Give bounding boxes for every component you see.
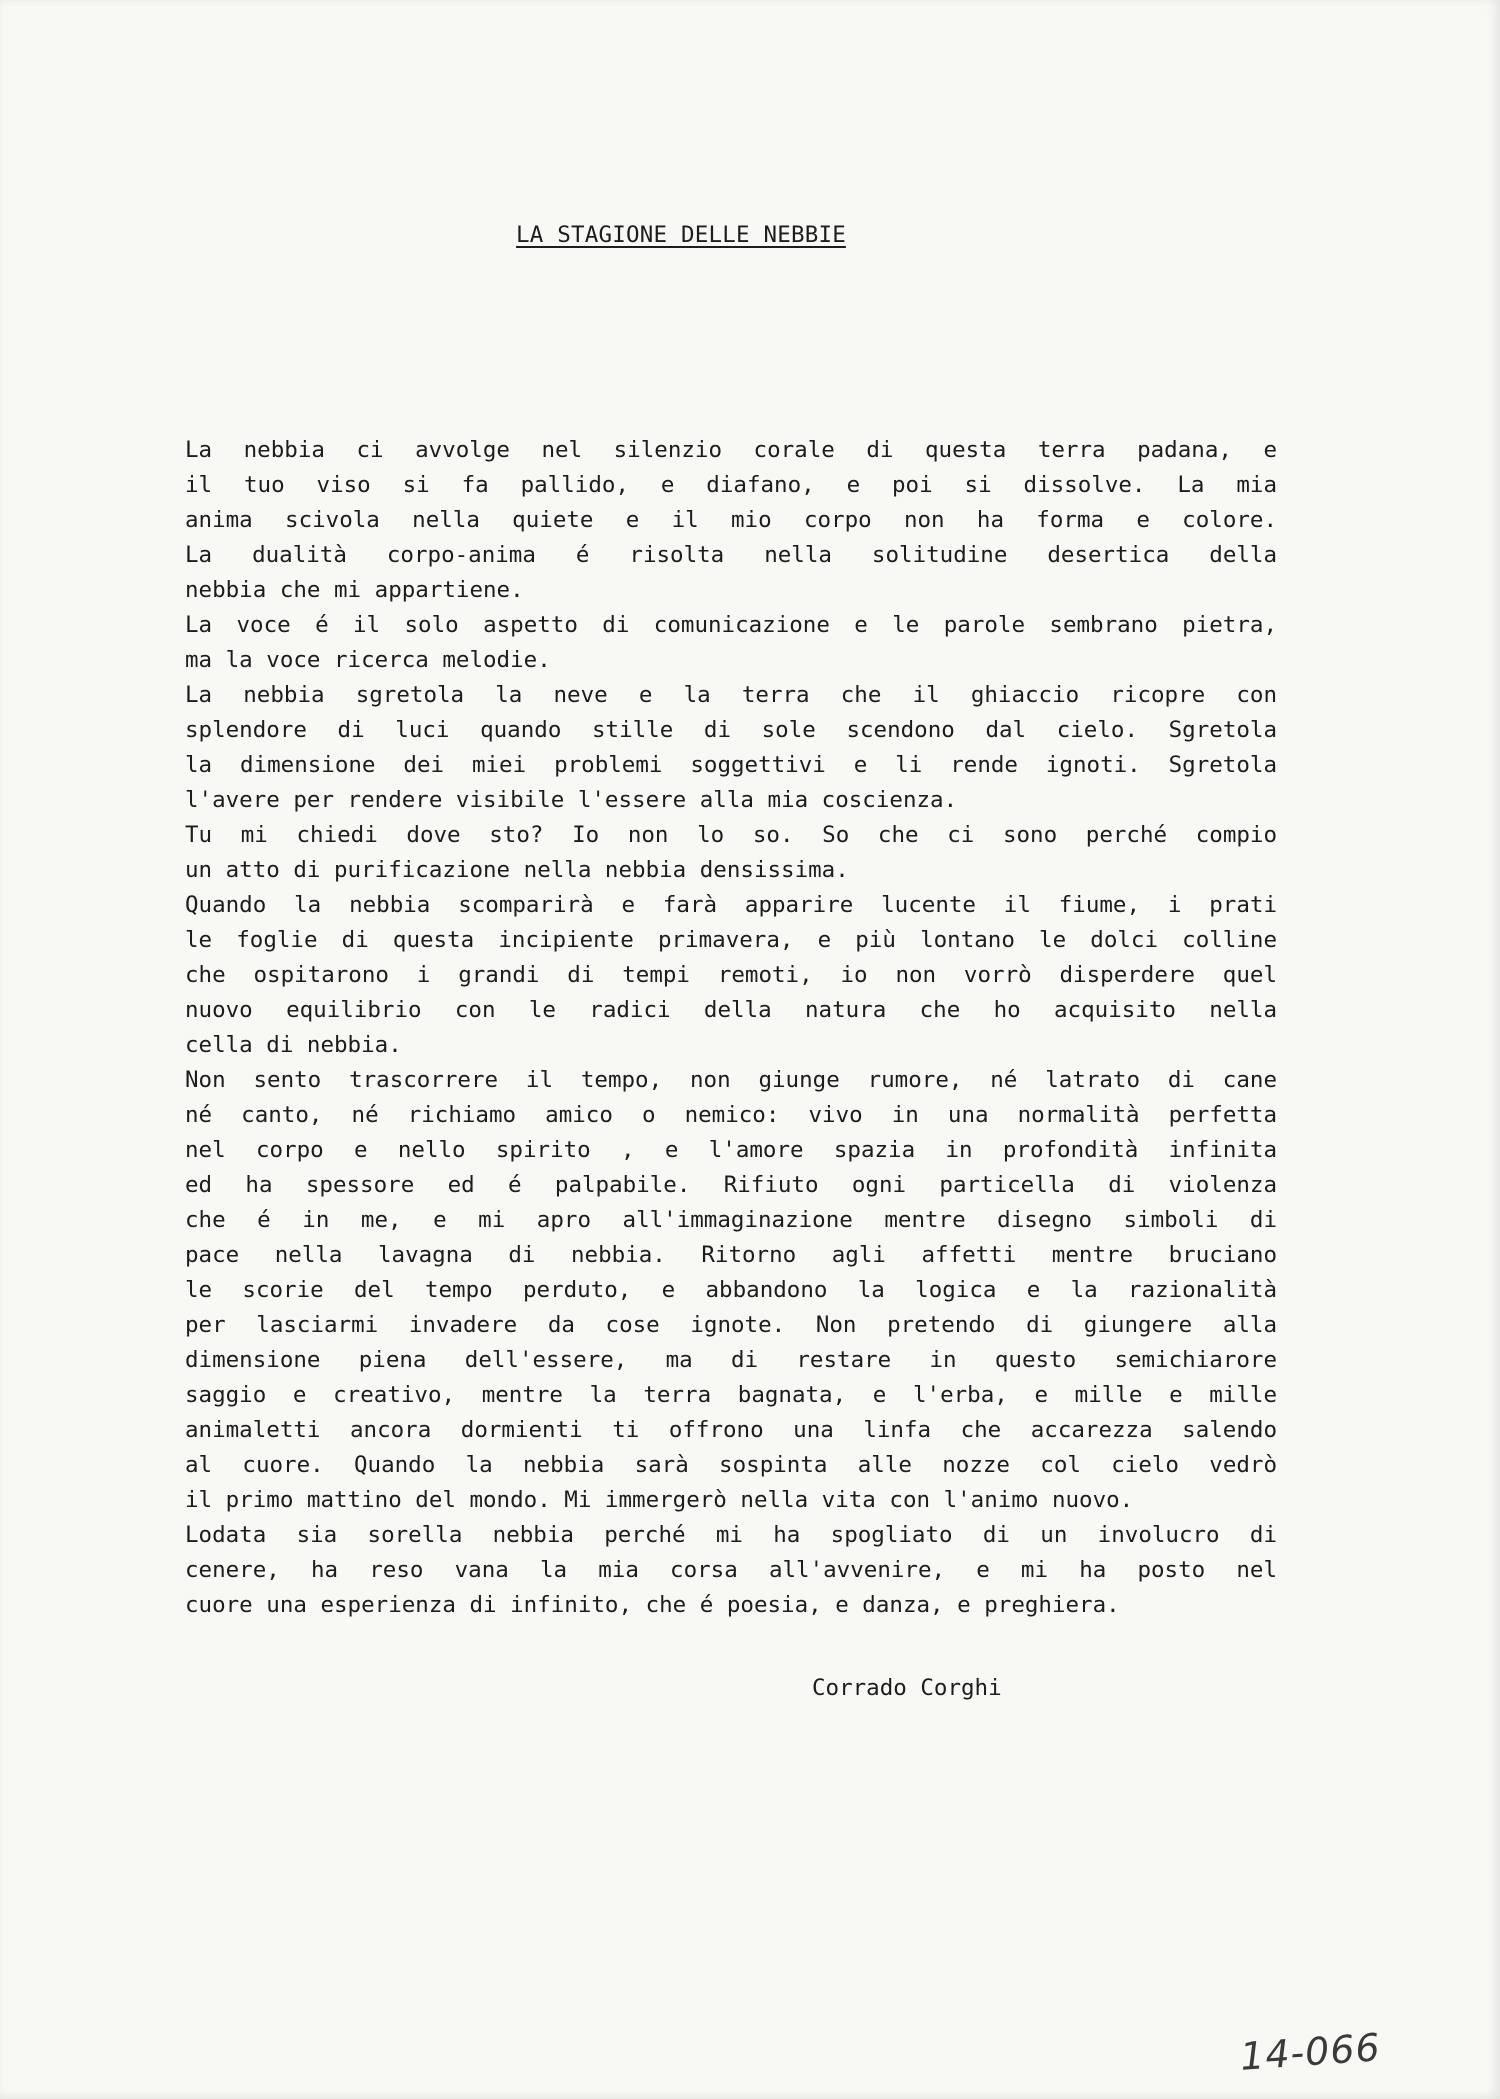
text-line: La nebbia ci avvolge nel silenzio corale di questa terra padana, e: [185, 437, 1277, 463]
text-line: l'avere per rendere visibile l'essere alla mia coscienza.: [185, 787, 958, 813]
text-line: Quando la nebbia scomparirà e farà apparire lucente il fiume, i prati: [185, 892, 1277, 918]
text-line: le scorie del tempo perduto, e abbandono la logica e la razionalità: [185, 1277, 1277, 1303]
text-line: Non sento trascorrere il tempo, non giunge rumore, né latrato di cane: [185, 1067, 1277, 1093]
text-line: la dimensione dei miei problemi soggettivi e li rende ignoti. Sgretola: [185, 752, 1277, 778]
text-line: il primo mattino del mondo. Mi immergerò nella vita con l'animo nuovo.: [185, 1487, 1134, 1513]
text-line: che é in me, e mi apro all'immaginazione mentre disegno simboli di: [185, 1207, 1277, 1233]
text-line: cuore una esperienza di infinito, che é poesia, e danza, e preghiera.: [185, 1592, 1120, 1618]
text-line: Tu mi chiedi dove sto? Io non lo so. So che ci sono perché compio: [185, 822, 1277, 848]
text-line: un atto di purificazione nella nebbia densissima.: [185, 857, 849, 883]
text-line: al cuore. Quando la nebbia sarà sospinta alle nozze col cielo vedrò: [185, 1452, 1277, 1478]
text-line: il tuo viso si fa pallido, e diafano, e poi si dissolve. La mia: [185, 472, 1277, 498]
text-line: cenere, ha reso vana la mia corsa all'avvenire, e mi ha posto nel: [185, 1557, 1277, 1583]
archive-number: 14-066: [1238, 2025, 1382, 2079]
text-line: cella di nebbia.: [185, 1032, 402, 1058]
text-line: La dualità corpo-anima é risolta nella solitudine desertica della: [185, 542, 1277, 568]
text-line: pace nella lavagna di nebbia. Ritorno agli affetti mentre bruciano: [185, 1242, 1277, 1268]
text-line: anima scivola nella quiete e il mio corpo non ha forma e colore.: [185, 507, 1277, 533]
text-line: ma la voce ricerca melodie.: [185, 647, 551, 673]
text-line: ed ha spessore ed é palpabile. Rifiuto ogni particella di violenza: [185, 1172, 1277, 1198]
text-line: La voce é il solo aspetto di comunicazione e le parole sembrano pietra,: [185, 612, 1277, 638]
text-line: nel corpo e nello spirito , e l'amore spazia in profondità infinita: [185, 1137, 1277, 1163]
text-line: saggio e creativo, mentre la terra bagnata, e l'erba, e mille e mille: [185, 1382, 1277, 1408]
text-line: per lasciarmi invadere da cose ignote. Non pretendo di giungere alla: [185, 1312, 1277, 1338]
text-line: le foglie di questa incipiente primavera, e più lontano le dolci colline: [185, 927, 1277, 953]
text-line: Lodata sia sorella nebbia perché mi ha spogliato di un involucro di: [185, 1522, 1277, 1548]
text-line: che ospitarono i grandi di tempi remoti, io non vorrò disperdere quel: [185, 962, 1277, 988]
text-line: dimensione piena dell'essere, ma di restare in questo semichiarore: [185, 1347, 1277, 1373]
text-line: nebbia che mi appartiene.: [185, 577, 524, 603]
document-body: [185, 433, 1277, 1623]
text-line: splendore di luci quando stille di sole scendono dal cielo. Sgretola: [185, 717, 1277, 743]
text-line: animaletti ancora dormienti ti offrono una linfa che accarezza salendo: [185, 1417, 1277, 1443]
author-signature: Corrado Corghi: [812, 1675, 1002, 1701]
text-line: nuovo equilibrio con le radici della natura che ho acquisito nella: [185, 997, 1277, 1023]
text-line: La nebbia sgretola la neve e la terra che il ghiaccio ricopre con: [185, 682, 1277, 708]
text-line: né canto, né richiamo amico o nemico: vivo in una normalità perfetta: [185, 1102, 1277, 1128]
document-title: LA STAGIONE DELLE NEBBIE: [516, 222, 846, 248]
